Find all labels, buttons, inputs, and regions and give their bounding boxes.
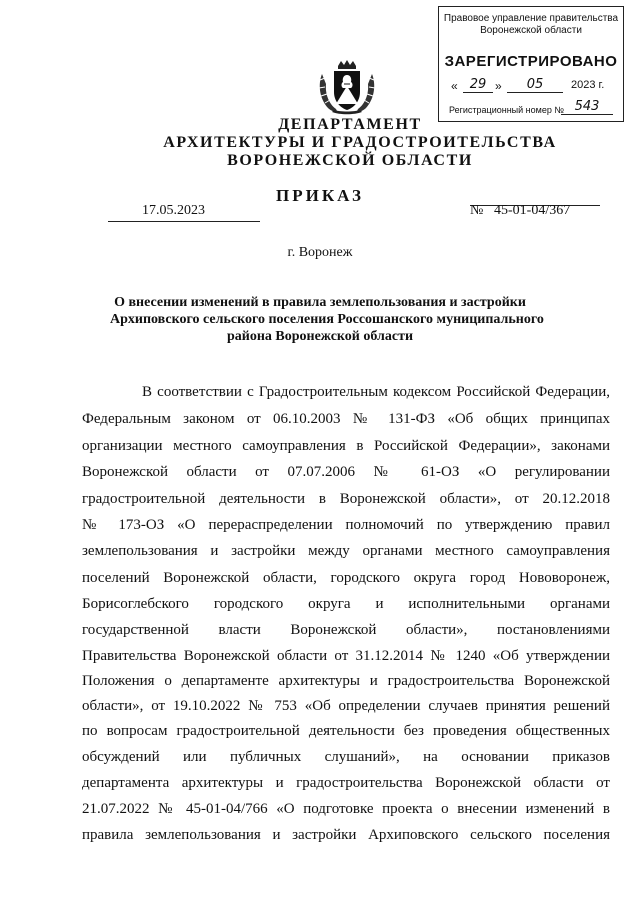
body-line: землепользования и застройки между органами местного самоуправления xyxy=(82,543,610,559)
stamp-quote-close: » xyxy=(495,79,502,93)
body-line: градостроительной деятельности в Воронежской области», от 20.12.2018 xyxy=(82,491,610,507)
order-number: 45-01-04/367 xyxy=(494,203,571,218)
order-date: 17.05.2023 xyxy=(142,203,205,218)
body-line: Федеральным законом от 06.10.2003 № 131-ФЗ «Об общих принципах xyxy=(82,411,610,427)
stamp-registered-label: ЗАРЕГИСТРИРОВАНО xyxy=(444,53,618,70)
department-line-2: АРХИТЕКТУРЫ И ГРАДОСТРОИТЕЛЬСТВА xyxy=(163,134,557,151)
city: г. Воронеж xyxy=(287,245,353,260)
stamp-reg-number-label: Регистрационный номер № xyxy=(449,105,565,115)
body-line: организации местного самоуправления в Российской Федерации», законами xyxy=(82,438,610,454)
stamp-organization xyxy=(439,13,623,37)
subject-line-1: О внесении изменений в правила землепользования и застройки xyxy=(114,295,526,310)
body-line: 21.07.2022 № 45-01-04/766 «О подготовке проекта о внесении изменений в xyxy=(82,801,610,817)
stamp-quote-open: « xyxy=(451,79,458,93)
stamp-org-line-1: Правовое управление правительства xyxy=(443,13,619,24)
stamp-date xyxy=(449,79,617,97)
registration-stamp xyxy=(438,6,624,122)
body-line: № 173-ОЗ «О перераспределении полномочий по утверждению правил xyxy=(82,517,610,533)
subject-line-2: Архиповского сельского поселения Россошанского муниципального xyxy=(110,312,544,327)
body-line: Борисоглебского городского округа и исполнительными органами xyxy=(82,596,610,612)
document-type-title: ПРИКАЗ xyxy=(276,186,364,205)
body-line: обсуждений или публичных слушаний», на основании приказов xyxy=(82,749,610,765)
body-line: по вопросам градостроительной деятельности без проведения общественных xyxy=(82,723,610,739)
body-line: В соответствии с Градостроительным кодексом Российской Федерации, xyxy=(142,384,610,400)
stamp-month: 05 xyxy=(507,77,563,93)
stamp-reg-number-value: 543 xyxy=(561,99,613,115)
order-subject xyxy=(110,294,544,345)
subject-line-3: района Воронежской области xyxy=(226,329,414,344)
body-line: правила землепользования и застройки Архиповского сельского поселения xyxy=(82,827,610,843)
body-line: Положения о департаменте архитектуры и градостроительства Воронежской xyxy=(82,673,610,689)
stamp-org-line-2: Воронежской области xyxy=(480,25,582,36)
body-line: государственной власти Воронежской области», постановлениями xyxy=(82,622,610,638)
order-number-symbol: № xyxy=(470,203,484,218)
stamp-year: 2023 г. xyxy=(571,79,605,91)
body-line: поселений Воронежской области, городского округа город Нововоронеж, xyxy=(82,570,610,586)
stamp-day: 29 xyxy=(463,77,493,93)
body-line: Воронежской области от 07.07.2006 № 61-ОЗ «О регулировании xyxy=(82,464,610,480)
department-line-1: ДЕПАРТАМЕНТ xyxy=(278,116,422,133)
order-number-field xyxy=(470,203,600,218)
body-line: области», от 19.10.2022 № 753 «Об определении случаев принятия решений xyxy=(82,698,610,714)
order-date-field xyxy=(108,203,260,222)
body-line: департамента архитектуры и градостроительства Воронежской области от xyxy=(82,775,610,791)
coat-of-arms-icon xyxy=(316,60,378,116)
department-line-3: ВОРОНЕЖСКОЙ ОБЛАСТИ xyxy=(227,152,473,169)
body-line: Правительства Воронежской области от 31.12.2014 № 1240 «Об утверждении xyxy=(82,648,610,664)
